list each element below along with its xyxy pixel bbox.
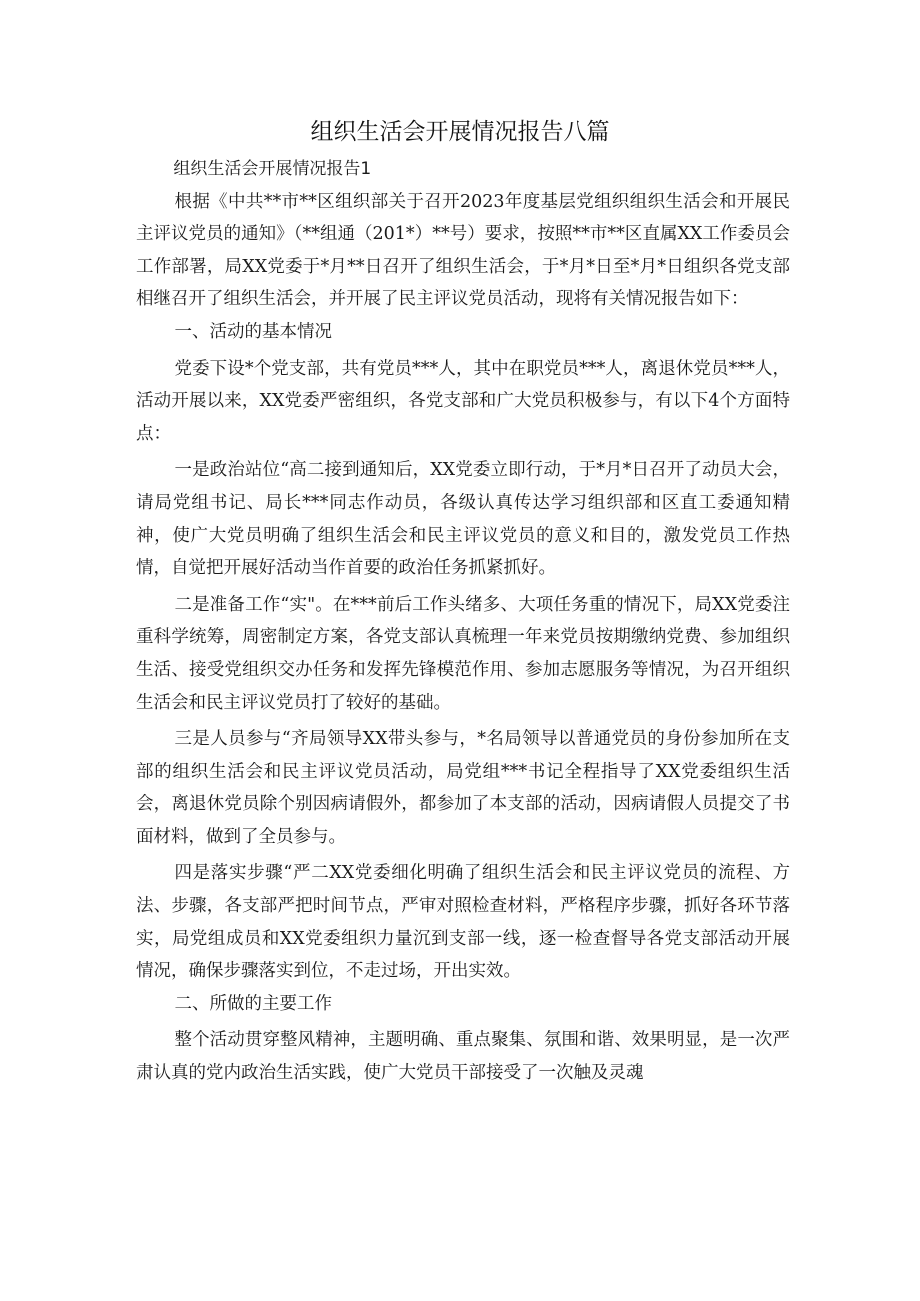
section-heading-1: 一、活动的基本情况 (174, 321, 332, 342)
paragraph-point-3: 三是人员参与“齐局领导XX带头参与，*名局领导以普通党员的身份参加所在支部的组织生活会和民主评议党员活动，局党组***书记全程指导了XX党委组织生活会，离退休党员除个别因病请假外，都参加了本支部的活动，因病请假人员提交了书面材料，做到了全员参与。 (136, 729, 790, 847)
document-title: 组织生活会开展情况报告八篇 (310, 119, 610, 145)
paragraph-main-work: 整个活动贯穿整风精神，主题明确、重点聚集、氛围和谐、效果明显，是一次严肃认真的党内政治生活实践，使广大党员干部接受了一次触及灵魂 (136, 1030, 790, 1084)
paragraph-point-2: 二是准备工作“实"。在***前后工作头绪多、大项任务重的情况下，局XX党委注重科学统筹，周密制定方案，各党支部认真梳理一年来党员按期缴纳党费、参加组织生活、接受党组织交办任务和发挥先锋模范作用、参加志愿服务等情况，为召开组织生活会和民主评议党员打了较好的基础。 (136, 594, 790, 713)
paragraph-point-4: 四是落实步骤“严二XX党委细化明确了组织生活会和民主评议党员的流程、方法、步骤，各支部严把时间节点，严审对照检查材料，严格程序步骤，抓好各环节落实，局党组成员和XX党委组织力量沉到支部一线，逐一检查督导各党支部活动开展情况，确保步骤落实到位，不走过场，开出实效。 (136, 863, 790, 982)
paragraph-intro: 根据《中共**市**区组织部关于召开2023年度基层党组织组织生活会和开展民主评议党员的通知》（**组通（201*）**号）要求，按照**市**区直属XX工作委员会工作部署，局XX党委于*月**日召开了组织生活会，于*月*日至*月*日组织各党支部相继召开了组织生活会，并开展了民主评议党员活动，现将有关情况报告如下： (136, 191, 790, 310)
section-heading-2: 二、所做的主要工作 (174, 993, 332, 1014)
report-subtitle: 组织生活会开展情况报告1 (173, 159, 372, 179)
paragraph-overview: 党委下设*个党支部，共有党员***人，其中在职党员***人，离退休党员***人，活动开展以来，XX党委严密组织，各党支部和广大党员积极参与，有以下4个方面特点： (136, 358, 790, 444)
paragraph-point-1: 一是政治站位“高二接到通知后，XX党委立即行动，于*月*日召开了动员大会，请局党组书记、局长***同志作动员，各级认真传达学习组织部和区直工委通知精神，使广大党员明确了组织生活会和民主评议党员的意义和目的，激发党员工作热情，自觉把开展好活动当作首要的政治任务抓紧抓好。 (136, 460, 790, 579)
document-body (136, 153, 790, 1090)
